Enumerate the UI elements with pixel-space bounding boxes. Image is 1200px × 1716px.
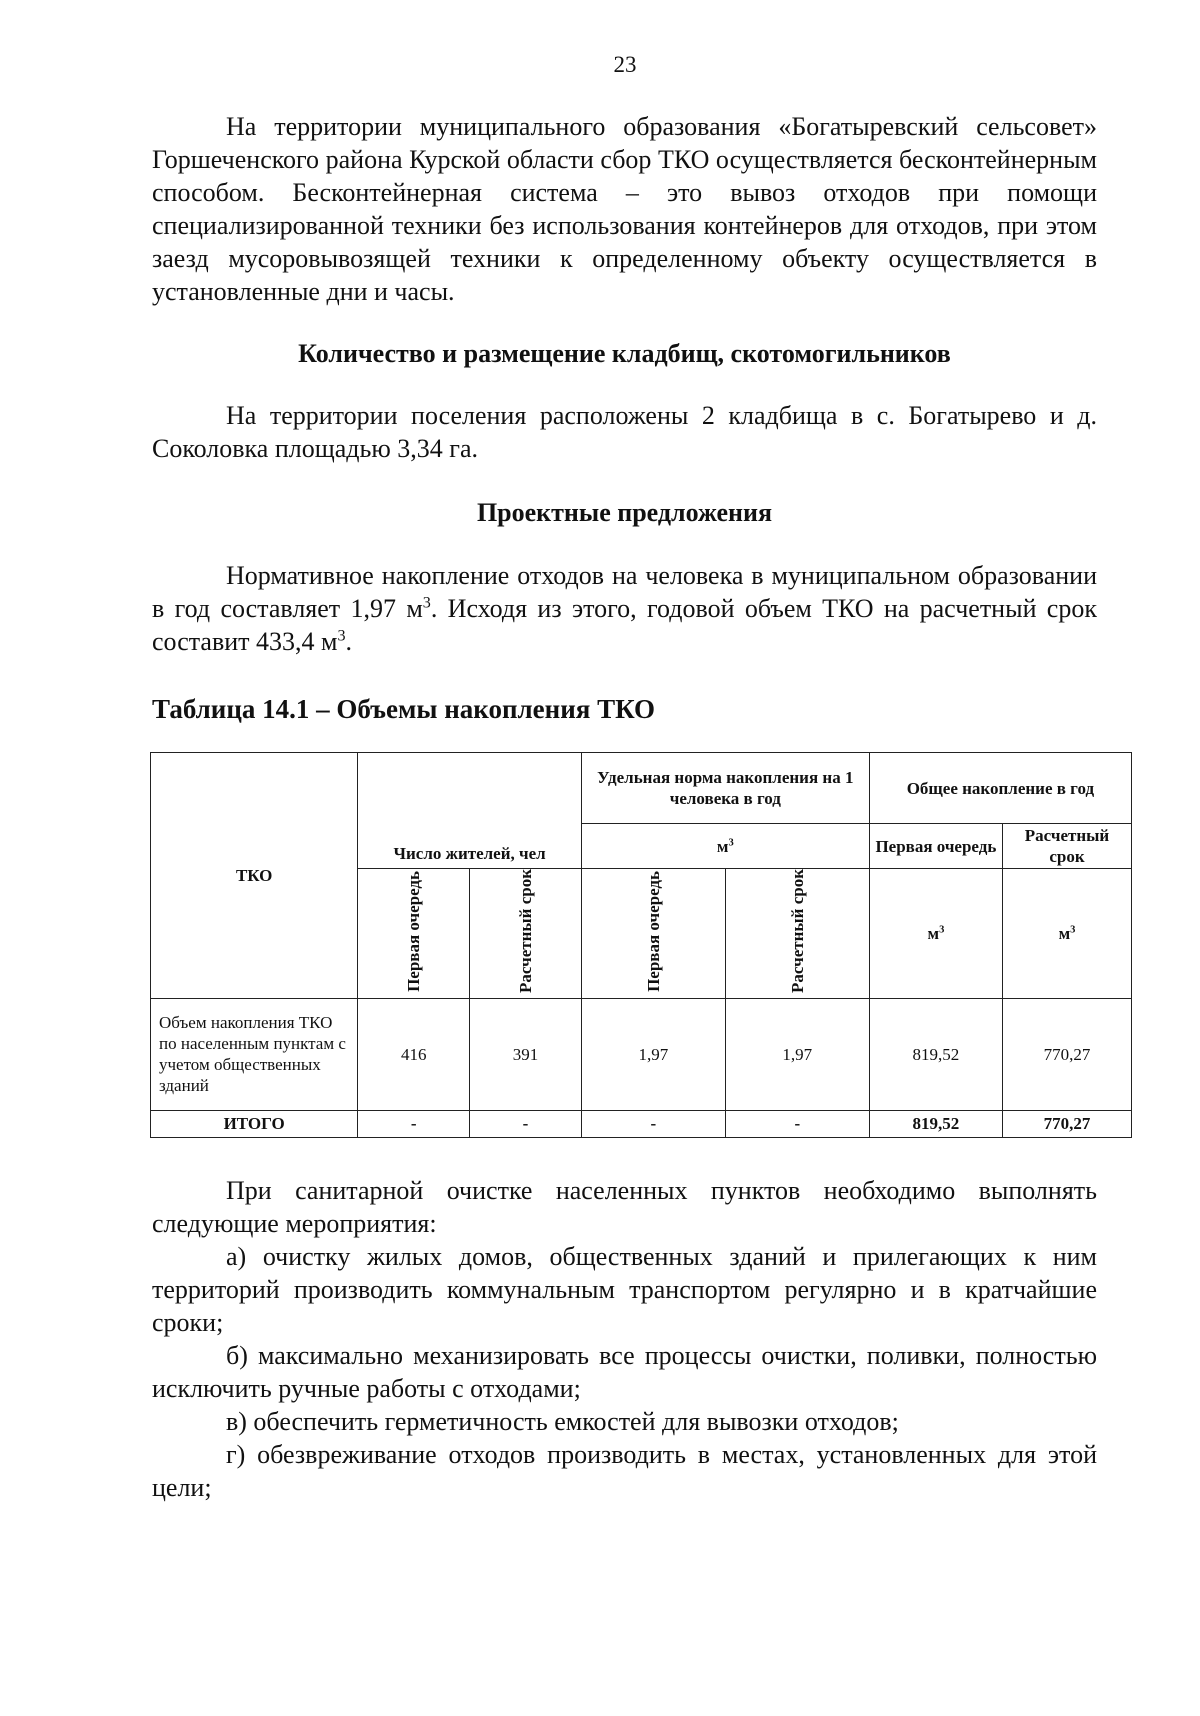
table-cell: - xyxy=(358,1110,470,1137)
heading-cemeteries: Количество и размещение кладбищ, скотомогильников xyxy=(298,339,951,368)
table-cell: 819,52 xyxy=(869,998,1002,1110)
header-norm-first: Первая очередь xyxy=(581,869,725,999)
table-cell: 391 xyxy=(470,998,582,1110)
header-norm-estimated: Расчетный срок xyxy=(725,869,869,999)
list-item-b: б) максимально механизировать все процессы очистки, поливки, полностью исключить ручные работы с отходами; xyxy=(152,1340,1097,1403)
table-row-total xyxy=(151,1110,1132,1137)
header-norm-unit: $м^3$ xyxy=(581,824,869,869)
header-unit-first: $м^3$ xyxy=(869,869,1002,999)
table-cell: 770,27 xyxy=(1003,998,1132,1110)
table-cell: - xyxy=(470,1110,582,1137)
table-cell: 819,52 xyxy=(869,1110,1002,1137)
header-total: Общее накопление в год xyxy=(869,753,1131,824)
header-unit-estimated: $м^3$ xyxy=(1003,869,1132,999)
row-label-total: ИТОГО xyxy=(151,1110,358,1137)
paragraph-waste-collection: На территории муниципального образования «Богатыревский сельсовет» Горшеченского района Курской области сбор ТКО осуществляется бесконтейнерным способом. Бесконтейнерная система – это вывоз отходов при помощи специализированной техники без использования контейнеров для отходов, при этом заезд мусоровывозящей техники к определенному объекту осуществляется в установленные дни и часы. xyxy=(152,112,1097,306)
table-cell: - xyxy=(725,1110,869,1137)
header-residents-first: Первая очередь xyxy=(358,869,470,999)
list-item-v: в) обеспечить герметичность емкостей для вывозки отходов; xyxy=(226,1406,899,1436)
paragraph-cemeteries: На территории поселения расположены 2 кладбища в с. Богатырево и д. Соколовка площадью 3,34 га. xyxy=(152,401,1097,463)
page-content xyxy=(152,110,1110,1504)
norms-text-3: . xyxy=(345,627,353,656)
table-cell: 1,97 xyxy=(581,998,725,1110)
tko-volume-table xyxy=(150,752,1132,1138)
list-item-g: г) обезвреживание отходов производить в местах, установленных для этой цели; xyxy=(152,1439,1097,1502)
table-cell: - xyxy=(581,1110,725,1137)
row-label: Объем накопления ТКО по населенным пунктам с учетом общественных зданий xyxy=(151,998,358,1110)
table-row xyxy=(151,998,1132,1110)
paragraph-norms xyxy=(152,559,1097,658)
page-number: 23 xyxy=(613,52,637,77)
table-cell: 770,27 xyxy=(1003,1110,1132,1137)
header-residents-estimated: Расчетный срок xyxy=(470,869,582,999)
norms-text-1: Нормативное накопление отходов на человека в муниципальном образовании в год составляет 1,97 м xyxy=(152,561,1097,623)
norms-text-2: . Исходя из этого, годовой объем ТКО на расчетный срок составит 433,4 м xyxy=(152,594,1097,656)
header-tko: ТКО xyxy=(151,753,358,999)
table-title: Таблица 14.1 – Объемы накопления ТКО xyxy=(152,694,656,724)
superscript-3: 3 xyxy=(422,594,431,612)
header-residents: Число жителей, чел xyxy=(358,753,581,869)
paragraph-sanitation: При санитарной очистке населенных пунктов необходимо выполнять следующие мероприятия: xyxy=(152,1175,1097,1238)
header-norm: Удельная норма накопления на 1 человека в год xyxy=(581,753,869,824)
table-cell: 416 xyxy=(358,998,470,1110)
header-total-first: Первая очередь xyxy=(869,824,1002,869)
heading-proposals: Проектные предложения xyxy=(476,498,773,527)
list-item-a: а) очистку жилых домов, общественных зданий и прилегающих к ним территорий производить коммунальным транспортом регулярно и в кратчайшие сроки; xyxy=(152,1241,1097,1337)
table-cell: 1,97 xyxy=(725,998,869,1110)
superscript-3: 3 xyxy=(337,627,346,645)
header-total-estimated: Расчетный срок xyxy=(1003,824,1132,869)
